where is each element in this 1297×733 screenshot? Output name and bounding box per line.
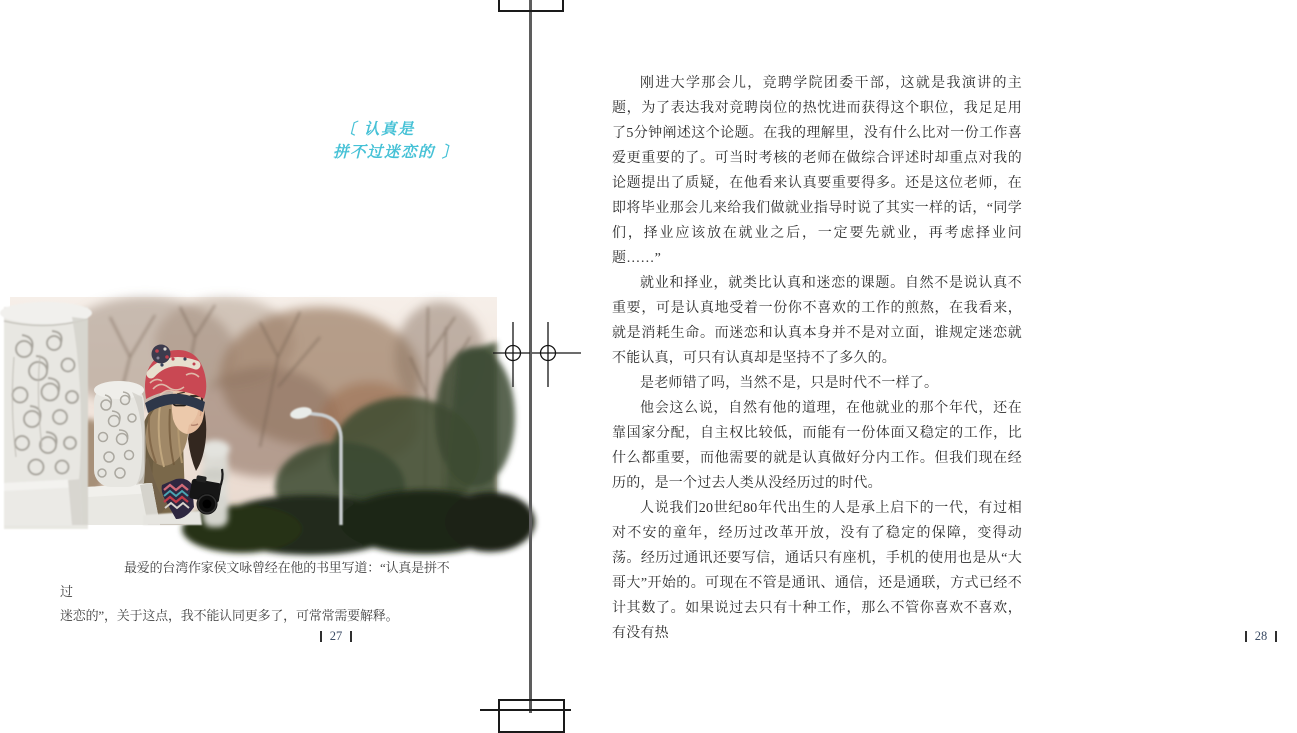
photo-woman-with-camera <box>10 297 497 525</box>
registration-target-left <box>493 322 530 387</box>
right-page-text <box>612 71 1022 646</box>
page-number-bar <box>1275 631 1277 642</box>
body-paragraph: 人说我们20世纪80年代出生的人是承上启下的一代，有过相对不安的童年，经历过改革开放，没有了稳定的保障，变得动荡。经历过通讯还要写信，通话只有座机，手机的使用也是从“大哥大”开始的。可现在不管是通讯、通信，还是通联，方式已经不计其数了。如果说过去只有十种工作，那么不管你喜欢不喜欢，有没有热 <box>612 501 1022 641</box>
registration-targets <box>480 315 590 395</box>
body-paragraph: 刚进大学那会儿，竞聘学院团委干部，这就是我演讲的主题，为了表达我对竞聘岗位的热忱进而获得这个职位，我足足用了5分钟阐述这个论题。在我的理解里，没有什么比对一份工作喜爱更重要的了。可当时考核的老师在做综合评述时却重点对我的论题提出了质疑，在他看来认真要重要得多。还是这位老师，在即将毕业那会儿来给我们做就业指导时说了其实一样的话，“同学们，择业应该放在就业之后，一定要先就业，再考虑择业问题……” <box>612 76 1022 266</box>
left-page-number <box>300 628 372 644</box>
photo-caption <box>60 556 462 628</box>
registration-target-right <box>532 322 581 387</box>
body-paragraph: 他会这么说，自然有他的道理，在他就业的那个年代，还在靠国家分配，自主权比较低，而能有一份体面又稳定的工作，比什么都重要，而他需要的就是认真做好分内工作。但我们现在经历的，是一个过去人类从没经历过的时代。 <box>612 401 1022 491</box>
page-number-bar <box>1245 631 1247 642</box>
chapter-title-line2: 拼不过迷恋的 〕 <box>333 143 459 161</box>
body-paragraph: 是老师错了吗，当然不是，只是时代不一样了。 <box>640 376 939 391</box>
chapter-title-line1: 〔 认真是 <box>340 120 415 138</box>
right-page <box>529 0 1268 713</box>
stone-pillar-left <box>0 302 92 529</box>
trim-mark-bottom-line <box>480 709 571 711</box>
left-page <box>0 0 529 713</box>
caption-line2: 迷恋的”，关于这点，我不能认同更多了，可常常需要解释。 <box>60 608 399 623</box>
caption-line1: 最爱的台湾作家侯文咏曾经在他的书里写道：“认真是拼不过 <box>60 560 450 599</box>
trim-mark-bottom <box>498 699 565 733</box>
chapter-title <box>333 118 503 164</box>
page-number-bar <box>350 631 352 642</box>
pompom <box>152 345 171 364</box>
photo-illustration <box>10 297 497 525</box>
page-number-value: 27 <box>329 628 343 643</box>
page-number-bar <box>320 631 322 642</box>
trim-mark-top <box>498 0 564 12</box>
body-paragraph: 就业和择业，就类比认真和迷恋的课题。自然不是说认真不重要，可是认真地受着一份你不喜欢的工作的煎熬，在我看来，就是消耗生命。而迷恋和认真本身并不是对立面，谁规定迷恋就不能认真，可只有认真却是坚持不了多久的。 <box>612 276 1022 366</box>
right-page-number <box>1225 628 1297 644</box>
page-number-value: 28 <box>1254 628 1268 643</box>
